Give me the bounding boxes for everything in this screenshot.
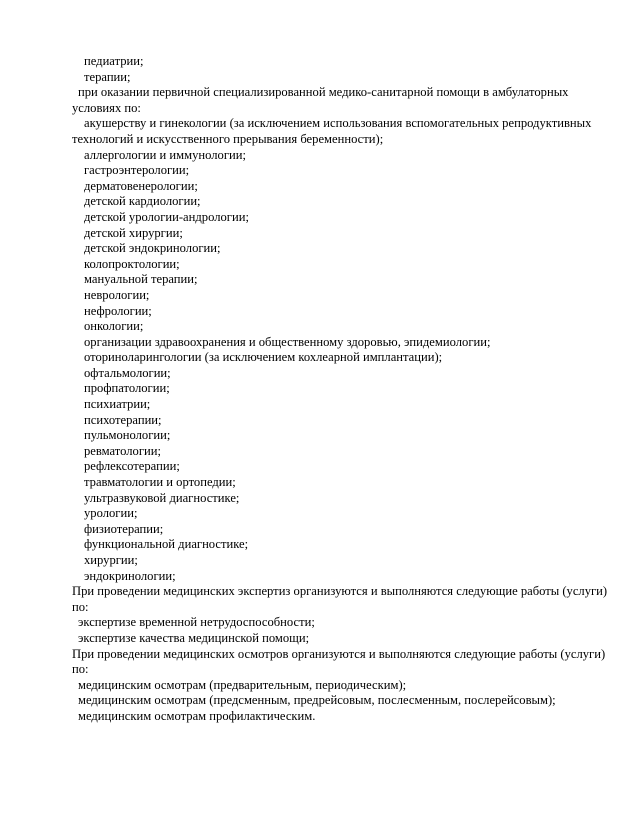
- list-item: детской хирургии;: [84, 225, 183, 240]
- outpatient-intro: при оказании первичной специализированной медико-санитарной помощи в амбулаторных условиях по:: [72, 85, 569, 115]
- list-item: колопроктологии;: [84, 256, 180, 271]
- outpatient-list: [72, 148, 612, 585]
- list-item: нефрологии;: [84, 303, 152, 318]
- list-item: детской урологии-андрологии;: [84, 209, 249, 224]
- expertise-list: [72, 615, 612, 646]
- list-item: детской кардиологии;: [84, 194, 201, 209]
- list-item: детской эндокринологии;: [84, 241, 221, 256]
- list-item: хирургии;: [84, 553, 138, 567]
- list-item: физиотерапии;: [84, 521, 164, 536]
- list-item: неврологии;: [84, 287, 150, 302]
- list-item: профпатологии;: [84, 381, 170, 396]
- list-item: ультразвуковой диагностике;: [84, 490, 240, 505]
- list-item: терапии;: [84, 69, 131, 84]
- list-item: пульмонологии;: [84, 428, 171, 443]
- list-item: оториноларингологии (за исключением кохлеарной имплантации);: [84, 350, 443, 365]
- list-item: медицинским осмотрам (предварительным, периодическим);: [78, 677, 407, 692]
- list-item: педиатрии;: [84, 54, 144, 68]
- list-item: онкологии;: [84, 319, 144, 334]
- list-item: дерматовенерологии;: [84, 178, 198, 193]
- expertise-intro: При проведении медицинских экспертиз организуются и выполняются следующие работы (услуги) по:: [72, 584, 608, 614]
- list-item: рефлексотерапии;: [84, 459, 180, 474]
- exams-list: [72, 678, 612, 725]
- list-item: организации здравоохранения и общественному здоровью, эпидемиологии;: [84, 334, 491, 349]
- list-item: мануальной терапии;: [84, 272, 198, 287]
- list-item: медицинским осмотрам профилактическим.: [78, 708, 316, 723]
- list-item: урологии;: [84, 506, 138, 521]
- document-page: [72, 54, 612, 725]
- list-item: офтальмологии;: [84, 365, 171, 380]
- list-item: экспертизе качества медицинской помощи;: [78, 630, 310, 645]
- list-item: психиатрии;: [84, 397, 151, 412]
- exams-intro: При проведении медицинских осмотров организуются и выполняются следующие работы (услуги) по:: [72, 646, 606, 677]
- list-item: травматологии и ортопедии;: [84, 475, 236, 490]
- list-item: экспертизе временной нетрудоспособности;: [78, 615, 315, 630]
- list-item: аллергологии и иммунологии;: [84, 147, 246, 162]
- list-item: ревматологии;: [84, 443, 161, 458]
- list-item: функциональной диагностике;: [84, 537, 249, 552]
- list-item: гастроэнтерологии;: [84, 163, 190, 178]
- list-item: медицинским осмотрам (предсменным, предрейсовым, послесменным, послерейсовым);: [78, 693, 556, 708]
- list-item: эндокринологии;: [84, 568, 176, 583]
- outpatient-first-item: акушерству и гинекологии (за исключением использования вспомогательных репродуктивных технологий и искусственного прерывания беременности);: [72, 116, 592, 146]
- list-item: психотерапии;: [84, 412, 162, 427]
